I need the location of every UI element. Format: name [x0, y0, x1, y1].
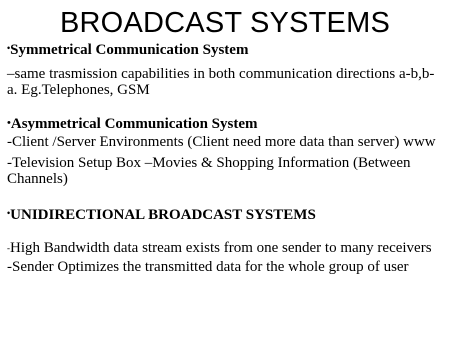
bullet-marker: •: [7, 117, 11, 129]
dash-marker: -: [7, 243, 10, 253]
bullet-asymmetrical: [7, 115, 447, 133]
bullet-marker: •: [7, 208, 11, 218]
slide-title: BROADCAST SYSTEMS: [60, 7, 390, 39]
line-text: Channels): [7, 171, 68, 187]
line-symmetrical-detail: [7, 66, 447, 83]
line-text: a. Eg.Telephones, GSM: [7, 82, 150, 98]
bullet-text: Symmetrical Communication System: [10, 42, 249, 58]
line-television-cont: [7, 171, 447, 188]
dash-marker: -: [7, 259, 12, 275]
line-high-bandwidth: [7, 240, 447, 257]
dash-marker: –: [7, 66, 15, 82]
bullet-text: UNIDIRECTIONAL BROADCAST SYSTEMS: [10, 207, 316, 223]
line-sender-optimizes: [7, 259, 447, 276]
line-client-server: [7, 134, 447, 151]
bullet-marker: •: [7, 43, 11, 53]
line-television: [7, 155, 447, 172]
line-text: same trasmission capabilities in both communication directions a-b,b-: [14, 66, 435, 82]
bullet-text: Asymmetrical Communication System: [10, 116, 258, 132]
dash-marker: -: [7, 134, 12, 150]
line-text: Television Setup Box –Movies & Shopping Information (Between: [12, 155, 411, 171]
bullet-symmetrical: [7, 40, 447, 59]
line-text: High Bandwidth data stream exists from one sender to many receivers: [10, 240, 432, 256]
line-text: Client /Server Environments (Client need more data than server) www: [12, 134, 436, 150]
line-text: Sender Optimizes the transmitted data for the whole group of user: [12, 259, 409, 275]
bullet-unidirectional: [7, 205, 447, 224]
dash-marker: -: [7, 155, 12, 171]
line-symmetrical-detail-cont: [7, 82, 447, 99]
